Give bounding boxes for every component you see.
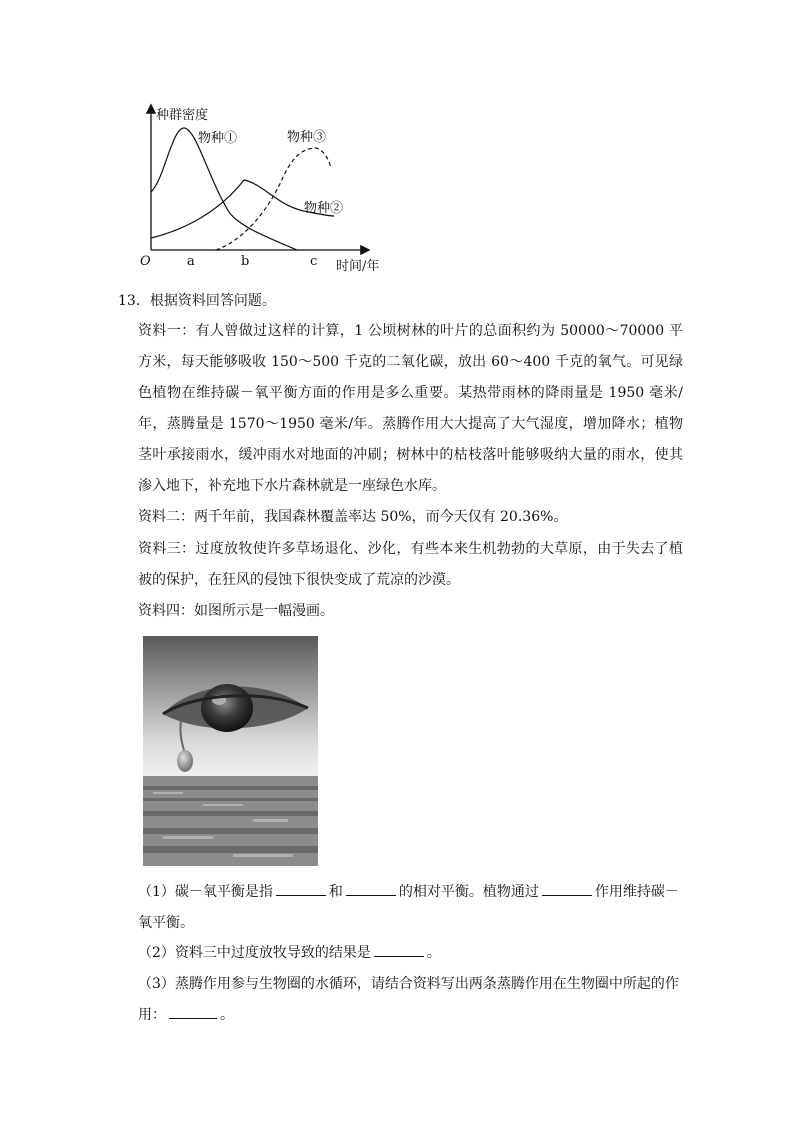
- answer-blank-4[interactable]: [374, 940, 424, 957]
- series-species-1-label: 物种①: [198, 131, 238, 146]
- series-species-2-label: 物种②: [304, 201, 344, 216]
- sub1-text-d: 作用维持碳－氧平衡。: [138, 884, 679, 931]
- sub3-text-a: （3）蒸腾作用参与生物圈的水循环，请结合资料写出两条蒸腾作用在生物圈中所起的作用：: [138, 976, 679, 1023]
- origin-label: O: [140, 254, 151, 269]
- cartoon-eye-drawing: [143, 636, 318, 866]
- material-1: 资料一：有人曾做过这样的计算，1 公顷树林的叶片的总面积约为 50000～70000 平方米，每天能够吸收 150～500 千克的二氧化碳，放出 60～400 千克的氧气。可见绿色植物在维持碳－氧平衡方面的作用是多么重要。某热带雨林的降雨量是 1950 毫米/年，蒸腾量是 1570～1950 毫米/年。蒸腾作用大大提高了大气湿度，增加降水；植物茎叶承接雨水，缓冲雨水对地面的冲刷；树林中的枯枝落叶能够吸纳大量的雨水，使其渗入地下，补充地下水片森林就是一座绿色水库。: [138, 323, 683, 494]
- sub1-text-c: 的相对平衡。植物通过: [398, 884, 539, 900]
- material-3: 资料三：过度放牧使许多草场退化、沙化，有些本来生机勃勃的大草原，由于失去了植被的保护，在狂风的侵蚀下很快变成了荒凉的沙漠。: [138, 541, 683, 588]
- population-density-chart: [134, 100, 404, 280]
- sub2-text-a: （2）资料三中过度放牧导致的结果是: [138, 945, 371, 961]
- x-axis-label: 时间/年: [336, 259, 380, 274]
- chart-svg: [134, 100, 404, 280]
- series-species-3-line: [216, 148, 331, 250]
- sub-question-1: [138, 877, 683, 939]
- cartoon-eye-image: [143, 636, 318, 866]
- sub-question-3: [138, 969, 683, 1031]
- answer-blank-3[interactable]: [542, 879, 592, 896]
- answer-blank-2[interactable]: [346, 879, 396, 896]
- sub1-text-b: 和: [328, 884, 343, 900]
- y-axis-label: 种群密度: [156, 108, 209, 123]
- sub-question-2: [138, 938, 683, 969]
- x-tick-a: a: [187, 254, 195, 269]
- x-tick-c: c: [310, 254, 318, 269]
- sub1-text-a: （1）碳－氧平衡是指: [138, 884, 273, 900]
- question-title: 13．根据资料回答问题。: [118, 293, 276, 309]
- answer-blank-5[interactable]: [169, 1002, 217, 1019]
- series-species-3-label: 物种③: [287, 130, 327, 145]
- sub3-text-b: 。: [220, 1007, 234, 1023]
- material-2: 资料二：两千年前，我国森林覆盖率达 50%，而今天仅有 20.36%。: [138, 509, 568, 525]
- answer-blank-1[interactable]: [276, 879, 326, 896]
- material-4: 资料四：如图所示是一幅漫画。: [138, 603, 334, 619]
- x-tick-b: b: [241, 254, 250, 269]
- sub2-text-b: 。: [426, 945, 441, 961]
